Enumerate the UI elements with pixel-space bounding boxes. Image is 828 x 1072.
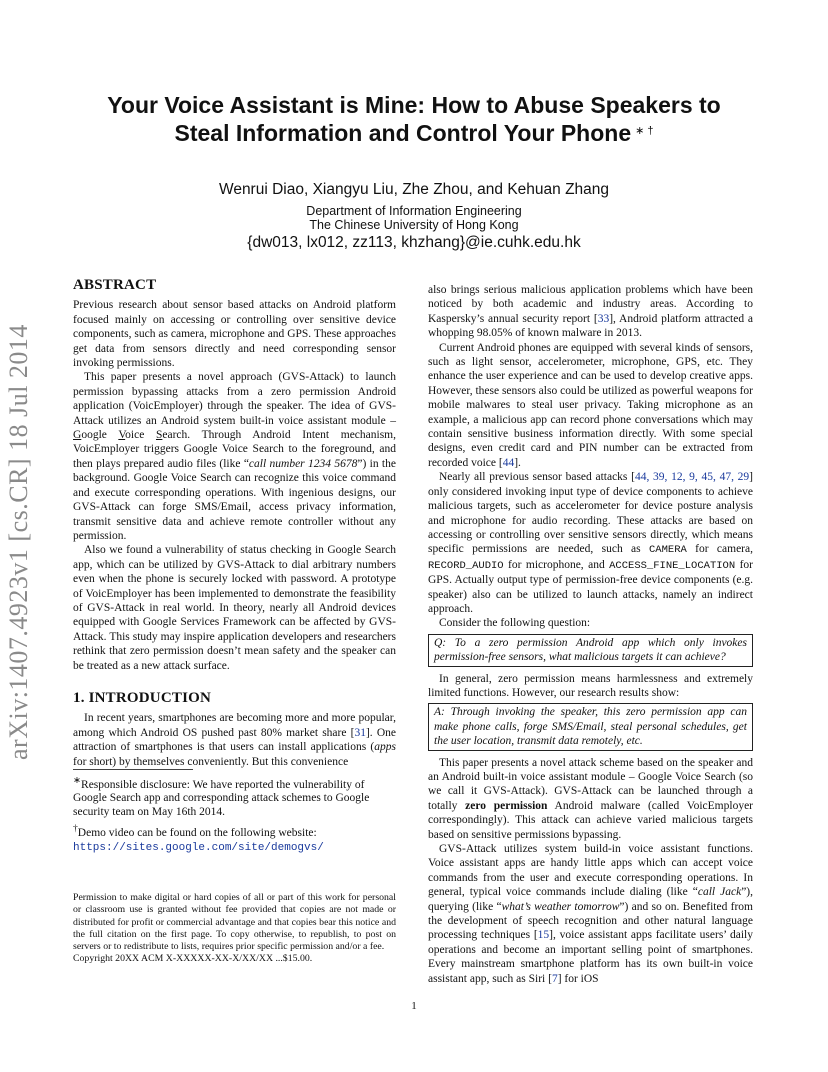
right-paragraph-3: Nearly all previous sensor based attacks [44, 39, 12, 9, 45, 47, 29] only considered invoking input type of device components to achieve malicious targets, such as accelerometer for device posture analysis and microphone for audio recording. These attacks are based on accessing or controlling over sensitive sensors directly, which means specific permissions are needed, such as CAMERA for camera, RECORD_AUDIO for microphone, and ACCESS_FINE_LOCATION for GPS. Actually output type of permission-free device components (e.g. speaker) also can be utilized to launch attacks, namely an indirect approach. [428, 471, 753, 615]
author-list: Wenrui Diao, Xiangyu Liu, Zhe Zhou, and Kehuan Zhang [218, 181, 610, 198]
title-footnote-marks: ∗ † [635, 125, 654, 137]
right-paragraph-4: Consider the following question: [439, 617, 591, 630]
question-box: Q: To a zero permission Android app which only invokes permission-free sensors, what malicious targets it can achieve? [428, 634, 753, 667]
footnotes [73, 769, 396, 855]
right-paragraph-2: Current Android phones are equipped with several kinds of sensors, such as light sensor, accelerometer, microphone, GPS, etc. They enhance the user experience and can be used to develop creative apps. However, these sensors also could be utilized as powerful weapons for mobile malwares to steal user privacy. Taking microphone as an example, a malicious app can record phone conversations which may contain sensitive business information directly. With some special designs, even credit card and PIN number can be extracted from recorded voice [44]. [428, 341, 753, 469]
paper-title [40, 91, 788, 147]
affiliation-university: The Chinese University of Hong Kong [309, 218, 519, 232]
permission-text: Permission to make digital or hard copies of all or part of this work for personal or classroom use is granted without fee provided that copies are not made or distributed for profit or commercial advantage and that copies bear this notice and the full citation on the first page. To copy otherwise, to republish, to post on servers or to redistribute to lists, requires prior specific permission and/or a fee. [73, 892, 396, 953]
answer-box: A: Through invoking the speaker, this zero permission app can make phone calls, forge SMS/Email, steal personal schedules, get the user location, transmit data remotely, etc. [428, 703, 753, 750]
introduction-heading: 1. INTRODUCTION [73, 689, 212, 706]
demo-url-link[interactable]: https://sites.google.com/site/demogvs/ [73, 841, 324, 854]
page-number: 1 [411, 1000, 417, 1012]
abstract-paragraph-1: Previous research about sensor based attacks on Android platform focused mainly on accessing or controlling over sensitive device components, such as camera, microphone and GPS. These approaches get data from sensors directly and need corresponding sensor invoking permissions. [73, 299, 396, 370]
permission-notice [73, 892, 396, 966]
abstract-paragraph-2: This paper presents a novel approach (GVS-Attack) to launch permission bypassing attacks from a zero permission Android application (VoicEmployer) through the speaker. The idea of GVS-Attack utilizes an Android system built-in voice assistant module – Google Voice Search. Through Android Intent mechanism, VoicEmployer triggers Google Voice Search to the foreground, and then plays prepared audio files (like “call number 1234 5678”) in the background. Google Voice Search can recognize this voice command and execute corresponding operations. With ingenious designs, our GVS-Attack can forge SMS/Email, access privacy information, transmit sensitive data and achieve remote controller without any permission. [73, 371, 397, 542]
arxiv-stamp: arXiv:1407.4923v1 [cs.CR] 18 Jul 2014 [4, 324, 33, 760]
title-line-1: Your Voice Assistant is Mine: How to Abuse Speakers to [107, 92, 721, 118]
citation-link[interactable]: 7 [551, 972, 558, 985]
citation-link[interactable]: 44 [502, 456, 515, 469]
footnote-1: ∗Responsible disclosure: We have reported the vulnerability of Google Search app and corresponding attack schemes to Google security team on May 16th 2014. [73, 775, 370, 818]
right-paragraph-5: In general, zero permission means harmlessness and extremely limited functions. However, our research results show: [428, 672, 753, 699]
abstract-heading: ABSTRACT [73, 277, 157, 293]
footnote-rule [73, 769, 193, 770]
right-paragraph-6: This paper presents a novel attack scheme based on the speaker and an Android built-in voice assistant module – Google Voice Search (so we call it GVS-Attack). GVS-Attack can be launched through a totally zero permission Android malware (called VoicEmployer correspondingly). This attack can achieve varied malicious targets based on sensitive permissions bypassing. [428, 756, 753, 841]
footnote-2: †Demo video can be found on the following website: https://sites.google.com/site/demogvs/ [73, 823, 324, 854]
affiliation-department: Department of Information Engineering [306, 204, 522, 218]
author-emails: {dw013, lx012, zz113, khzhang}@ie.cuhk.edu.hk [247, 234, 581, 251]
right-column [428, 283, 753, 986]
abstract-paragraph-3: Also we found a vulnerability of status checking in Google Search app, which can be utilized by GVS-Attack to dial arbitrary numbers even when the phone is securely locked with password. A prototype of VoicEmployer has been implemented to demonstrate the feasibility of GVS-Attack in real world. In theory, nearly all Android devices equipped with Google Services Framework can be affected by GVS-Attack. This study may inspire application developers and researchers rethink that zero permission doesn’t mean safety and the speaker can be treated as a new attack surface. [73, 544, 396, 672]
citation-link[interactable]: 15 [537, 929, 550, 942]
introduction-paragraph-1: In recent years, smartphones are becoming more and more popular, among which Android OS pushed past 80% market share [31]. One attraction of smartphones is that users can install applications (apps for short) by themselves conveniently. But this convenience [73, 712, 396, 768]
right-paragraph-1: also brings serious malicious application problems which have been noticed by both academic and industry areas. According to Kaspersky’s annual security report [33], Android platform attracted a whopping 98.05% of known malware in 2013. [428, 284, 753, 340]
citation-link-list[interactable]: 44, 39, 12, 9, 45, 47, 29 [634, 471, 750, 484]
citation-link[interactable]: 31 [354, 726, 366, 739]
title-line-2: Steal Information and Control Your Phone [174, 120, 632, 146]
citation-link[interactable]: 33 [597, 312, 610, 325]
copyright-line: Copyright 20XX ACM X-XXXXX-XX-X/XX/XX ...$15.00. [73, 953, 313, 965]
right-paragraph-7: GVS-Attack utilizes system build-in voice assistant functions. Voice assistant apps are handy little apps which can accept voice commands from the user and execute corresponding operations. In general, typical voice commands include dialing (like “call Jack”), querying (like “what’s weather tomorrow”) and so on. Benefited from the development of speech recognition and other natural language processing techniques [15], voice assistant apps facilitate users’ daily operations and become an important selling point of smartphones. Every mainstream smartphone platform has its own built-in voice assistant app, such as Siri [7] for iOS [428, 843, 754, 985]
left-column [73, 278, 396, 769]
